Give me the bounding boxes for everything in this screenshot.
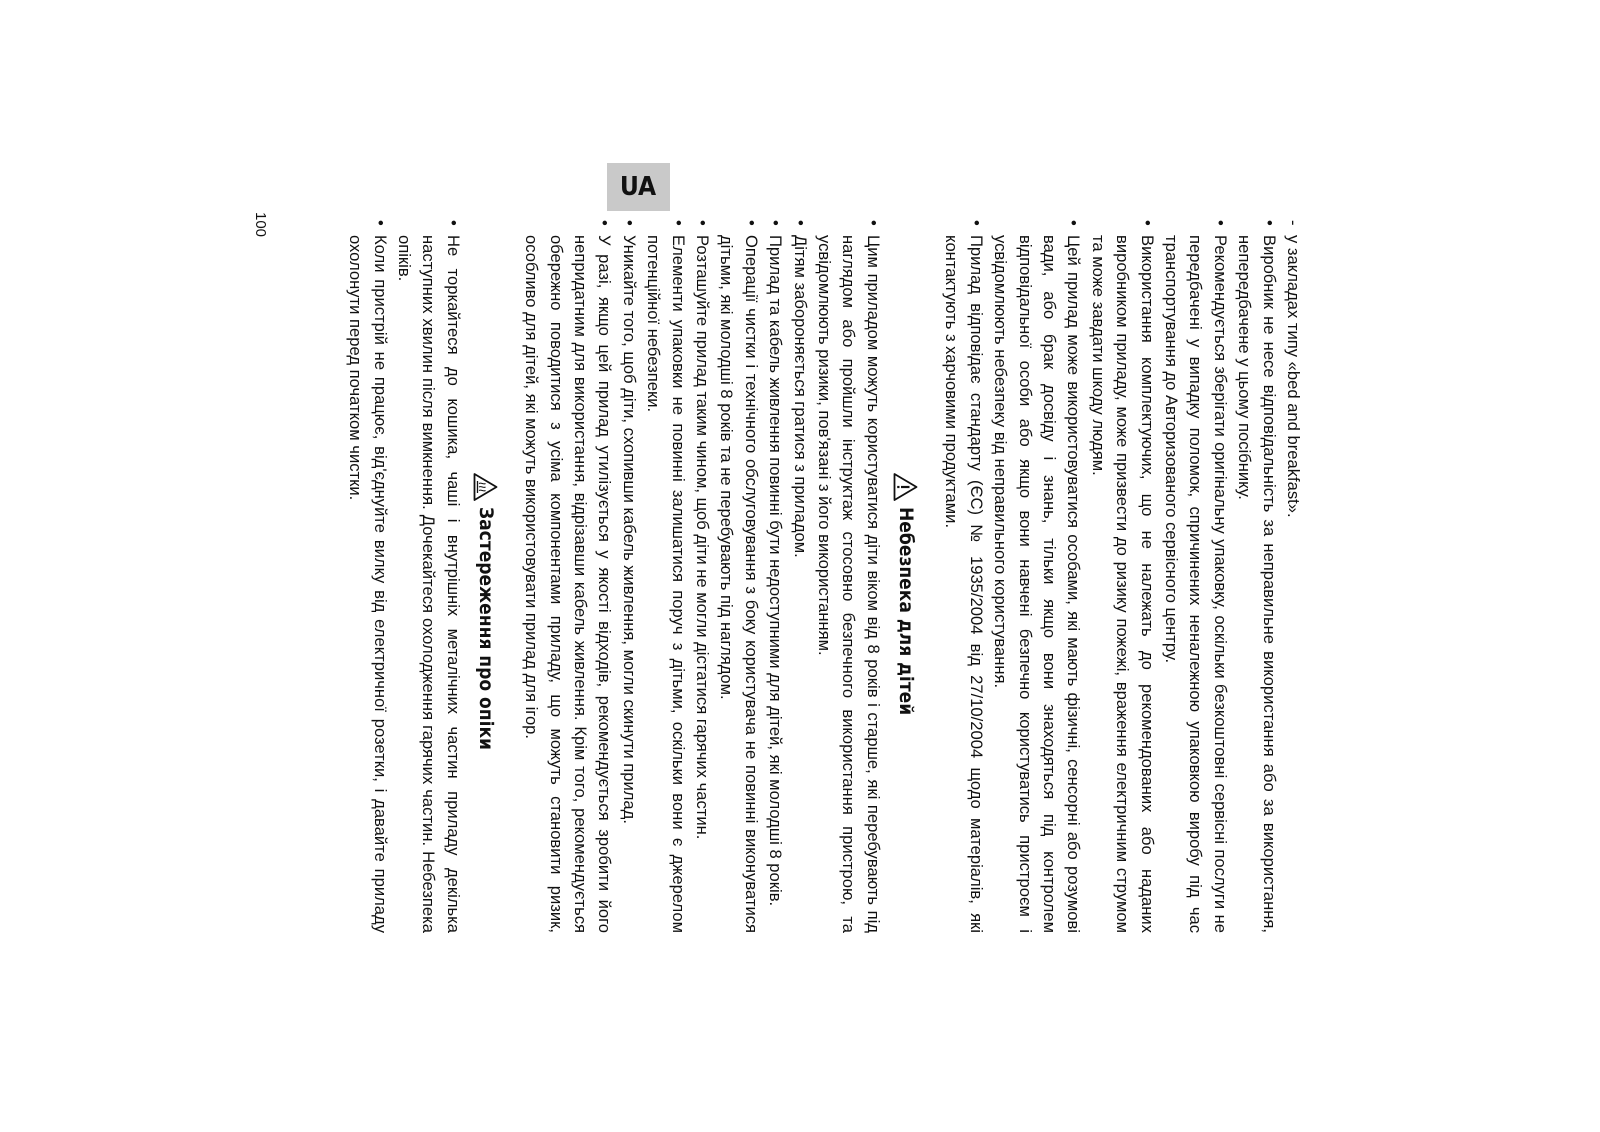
list-item-text: Цим приладом можуть користуватися діти віком від 8 років і старше, які перебувають під наглядом або пройшли інструктаж стосовно безпечного використання пристрою, та усвідомлюють ризики, пов'язані з його використанням. — [815, 235, 883, 933]
list-bullet: • — [693, 220, 713, 226]
list-item-text: Цей прилад може використовуватися особами, які мають фізичні, сенсорні або розумові вади, або брак досвіду і знань, тільки якщо вони знаходяться під контролем відповідальної особи або якщо вони навчені безпечно користуватись пристроєм і усвідомлюють небезпеку від неправильного користування. — [991, 235, 1084, 933]
list-item — [763, 218, 787, 933]
list-item-text: Прилад відповідає стандарту (ЄС) № 1935/2004 від 27/10/2004 щодо матеріалів, які контактують з харчовими продуктами. — [942, 235, 986, 933]
list-bullet: • — [595, 220, 615, 226]
list-item — [812, 218, 885, 933]
list-bullet: • — [863, 220, 883, 226]
section-title: Небезпека для дітей — [894, 507, 917, 716]
page-number: 100 — [252, 212, 269, 238]
children-safety-list — [519, 218, 885, 933]
language-badge — [607, 163, 670, 211]
list-bullet: • — [790, 220, 810, 226]
list-bullet: • — [443, 220, 463, 226]
list-item-text: Не торкайтеся до кошика, чаші і внутрішніх металічних частин приладу декілька наступних хвилин після вимкнення. Дочекайтеся охолодження гарячих частин. Небезпека опіків. — [395, 235, 463, 933]
list-item-text: Дітям забороняється гратися з приладом. — [790, 235, 810, 558]
list-bullet: • — [1064, 220, 1084, 226]
list-item-text: у закладах типу «bed and breakfast». — [1284, 235, 1303, 518]
list-item — [519, 218, 617, 933]
list-bullet: • — [966, 220, 986, 226]
list-item — [787, 218, 811, 933]
section-title: Застереження про опіки — [474, 507, 497, 751]
list-bullet: • — [1137, 220, 1157, 226]
list-item-text: Уникайте того, щоб діти, схопивши кабель живлення, могли скинути прилад. — [619, 235, 639, 824]
list-item — [1232, 218, 1281, 933]
list-bullet: • — [766, 220, 786, 226]
list-item — [1085, 218, 1158, 933]
list-item-text: У разі, якщо цей прилад утилізується у якості відходів, рекомендується зробити його непридатним для використання, відрізавши кабель живлення. Крім того, рекомендується обережно поводитися з усіма компонентами приладу, що можуть становити ризик, особливо для дітей, які можуть використовувати прилад для ігор. — [522, 235, 615, 933]
list-item — [988, 218, 1086, 933]
list-item-text: Рекомендується зберігати оригінальну упаковку, оскільки безкоштовні сервісні послуги не передбачені у випадку поломок, спричинених неналежною упаковкою виробу під час транспортування до Авторизованого сервісного центру. — [1161, 235, 1230, 933]
list-item-text: Прилад та кабель живлення повинні бути недоступними для дітей, які молодші 8 років. — [766, 235, 786, 907]
hot-surface-warning-icon — [473, 473, 498, 501]
list-item-text: Розташуйте прилад таким чином, щоб діти не могли дістатися гарячих частин. — [693, 235, 713, 840]
list-item-text: Елементи упаковки не повинні залишатися поруч з дітьми, оскільки вони є джерелом потенційної небезпеки. — [644, 235, 688, 933]
list-item — [714, 218, 763, 933]
list-item — [1159, 218, 1232, 933]
list-bullet: • — [1210, 220, 1230, 226]
burns-warning-heading — [473, 218, 499, 933]
list-bullet: • — [619, 220, 639, 226]
list-item — [939, 218, 988, 933]
list-item-text: Коли пристрій не працює, від'єднуйте вилку від електричної розетки, і давайте приладу охолонути перед початком чистки. — [346, 235, 390, 933]
language-badge-label: UA — [620, 171, 657, 202]
list-item — [690, 218, 714, 933]
list-bullet: • — [741, 220, 761, 226]
list-item — [392, 218, 465, 933]
list-item — [343, 218, 392, 933]
list-bullet: • — [1259, 220, 1279, 226]
list-item-text: Виробник не несе відповідальність за неправильне використання або за використання, непередбачене у цьому посібнику. — [1235, 235, 1279, 933]
list-item — [616, 218, 640, 933]
list-item — [641, 218, 690, 933]
children-danger-heading — [893, 218, 919, 933]
text-column — [343, 218, 1305, 933]
list-bullet: • — [370, 220, 390, 226]
list-dash: - — [1284, 220, 1303, 226]
list-item — [1281, 218, 1305, 933]
warning-triangle-icon — [893, 473, 918, 501]
list-item-text: Операції чистки і технічного обслуговування з боку користувача не повинні виконуватися дітьми, які молодші 8 років та не перебувають під наглядом. — [717, 235, 761, 933]
rotated-manual-page — [245, 171, 1305, 1038]
list-bullet: • — [668, 220, 688, 226]
burns-safety-list — [343, 218, 465, 933]
general-safety-list — [939, 218, 1305, 933]
list-item-text: Використання комплектуючих, що не належать до рекомендованих або наданих виробником приладу, може призвести до ризику пожежі, враження електричним струмом та може завдати шкоду людям. — [1088, 235, 1157, 933]
